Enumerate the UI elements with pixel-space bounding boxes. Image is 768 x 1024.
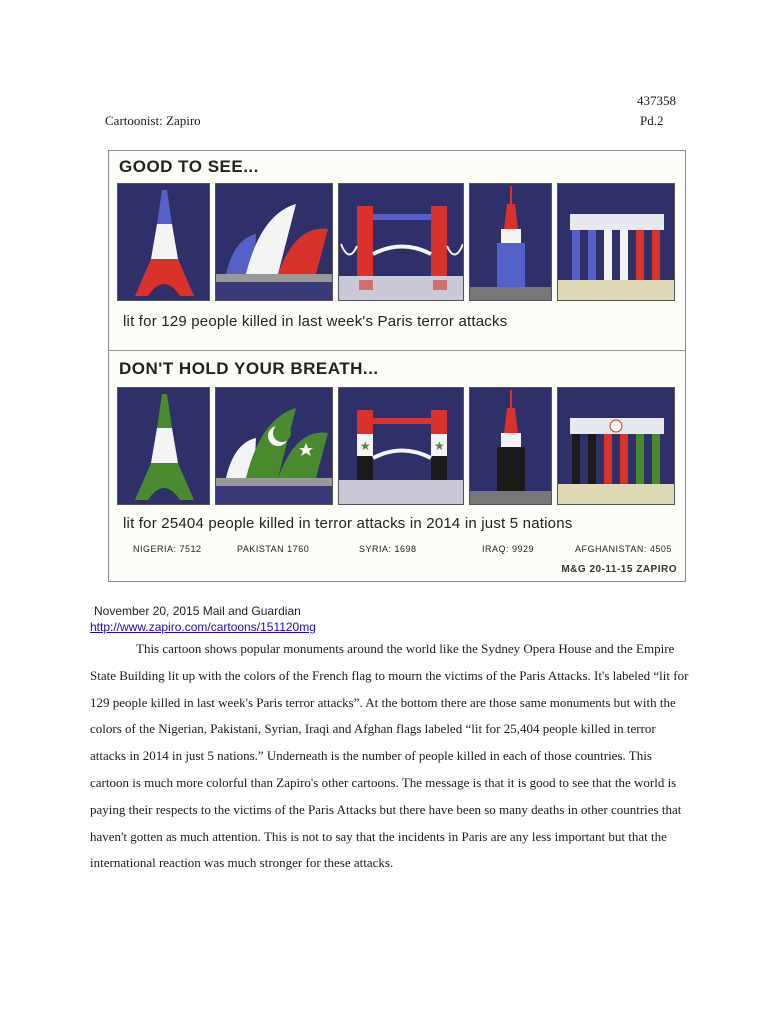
panel-empire-state-france (469, 183, 552, 301)
source-line: November 20, 2015 Mail and Guardian (94, 604, 301, 618)
student-id: 437358 (637, 93, 676, 108)
cartoon-top-caption: lit for 129 people killed in last week's Paris terror attacks (123, 313, 508, 330)
nation-count: PAKISTAN 1760 (237, 544, 310, 554)
source-url-link[interactable]: http://www.zapiro.com/cartoons/151120mg (90, 620, 316, 634)
panel-opera-house-france (215, 183, 333, 301)
panel-brandenburg-gate-afghanistan (557, 387, 675, 505)
svg-text:★: ★ (434, 439, 445, 453)
cartoonist-label: Cartoonist: Zapiro (105, 113, 201, 128)
panel-eiffel-tower-france (117, 183, 210, 301)
class-period: Pd.2 (640, 113, 664, 128)
panel-empire-state-iraq (469, 387, 552, 505)
nation-count: AFGHANISTAN: 4505 (575, 544, 672, 554)
bottom-panel-row (117, 387, 675, 505)
panel-tower-bridge-syria (338, 387, 464, 505)
panel-divider (109, 350, 685, 351)
panel-opera-house-pakistan (215, 387, 333, 505)
panel-tower-bridge-france (338, 183, 464, 301)
cartoon-signature: M&G 20-11-15 ZAPIRO (561, 564, 677, 575)
panel-eiffel-tower-nigeria (117, 387, 210, 505)
top-panel-row (117, 183, 675, 301)
analysis-paragraph: This cartoon shows popular monuments around the world like the Sydney Opera House and the Empire State Building lit up with the colors of the French flag to mourn the victims of the Paris Attacks. It's labeled “lit for 129 people killed in last week's Paris terror attacks”. At the bottom there are those same monuments but with the colors of the Nigerian, Pakistani, Syrian, Iraqi and Afghan flags labeled “lit for 25,404 people killed in terror attacks in 2014 in just 5 nations.” Underneath is the number of people killed in each of those countries. This cartoon is much more colorful than Zapiro's other cartoons. The message is that it is good to see that the world is paying their respects to the victims of the Paris Attacks but there have been so many deaths in other countries that haven't gotten as much attention. This is not to say that the incidents in Paris are any less important but that the international reaction was much stronger for these attacks. (90, 641, 689, 871)
panel-brandenburg-gate-france (557, 183, 675, 301)
cartoon-bottom-title: DON'T HOLD YOUR BREATH... (119, 359, 379, 378)
cartoon-image (108, 150, 686, 582)
nation-count: SYRIA: 1698 (359, 544, 417, 554)
nation-count: NIGERIA: 7512 (133, 544, 202, 554)
cartoon-bottom-caption: lit for 25404 people killed in terror attacks in 2014 in just 5 nations (123, 515, 573, 532)
svg-text:★: ★ (360, 439, 371, 453)
cartoon-top-title: GOOD TO SEE... (119, 157, 259, 176)
nation-count: IRAQ: 9929 (482, 544, 535, 554)
